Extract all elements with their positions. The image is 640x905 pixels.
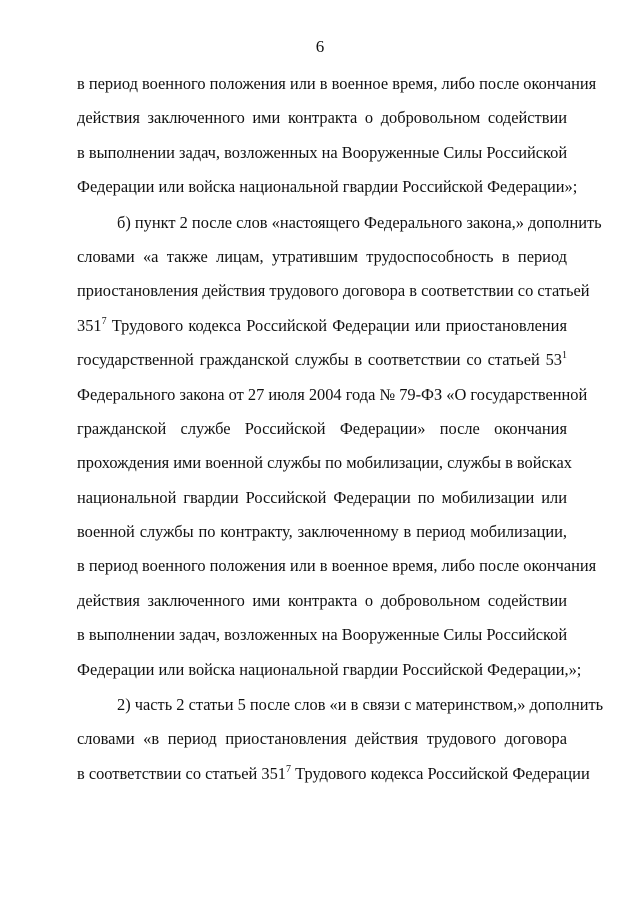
text-line: прохождения ими военной службы по мобилизации, службы в войсках [77,453,572,473]
text-line: действия заключенного ими контракта о добровольном содействии [77,108,567,128]
text-line: Федерального закона от 27 июля 2004 года № 79-ФЗ «О государственной [77,384,588,404]
text-line: гражданской службе Российской Федерации» после окончания [77,418,567,438]
superscript-marker: 7 [285,763,291,775]
text-line: в период военного положения или в военное время, либо после окончания [77,74,597,93]
paragraph-start-line: 2) часть 2 статьи 5 после слов «и в связи с материнством,» дополнить [117,695,604,715]
document-body [77,74,604,798]
superscript-marker: 1 [562,350,567,362]
superscript-marker: 7 [101,315,107,327]
text-line: приостановления действия трудового договора в соответствии со статьей [77,281,590,301]
text-line: словами «а также лицам, утратившим трудоспособность в период [77,246,567,266]
text-line: словами «в период приостановления действия трудового договора [77,729,567,749]
text-line: Федерации или войска национальной гвардии Российской Федерации,»; [77,659,582,679]
text-line: действия заключенного ими контракта о добровольном содействии [77,590,567,610]
text-fragment: 351 [77,315,102,335]
text-line-with-superscript [77,763,590,798]
text-fragment: Трудового кодекса Российской Федерации или приостановления [106,315,567,335]
text-line-with-superscript [77,316,567,350]
paragraph-start-line: б) пункт 2 после слов «настоящего Федерального закона,» дополнить [117,212,602,232]
text-line: в период военного положения или в военное время, либо после окончания [77,556,597,576]
text-line: в выполнении задач, возложенных на Вооруженные Силы Российской [77,142,568,162]
text-line-with-superscript [77,350,567,384]
text-fragment: Трудового кодекса Российской Федерации [290,763,590,783]
text-line: национальной гвардии Российской Федерации по мобилизации или [77,487,567,507]
text-line: в выполнении задач, возложенных на Вооруженные Силы Российской [77,625,568,645]
text-line: Федерации или войска национальной гвардии Российской Федерации»; [77,177,578,197]
page-number: 6 [315,37,325,56]
text-line: военной службы по контракту, заключенному в период мобилизации, [77,522,567,542]
text-fragment: государственной гражданской службы в соответствии со статьей 53 [77,350,562,370]
text-fragment: в соответствии со статьей 351 [77,763,286,783]
